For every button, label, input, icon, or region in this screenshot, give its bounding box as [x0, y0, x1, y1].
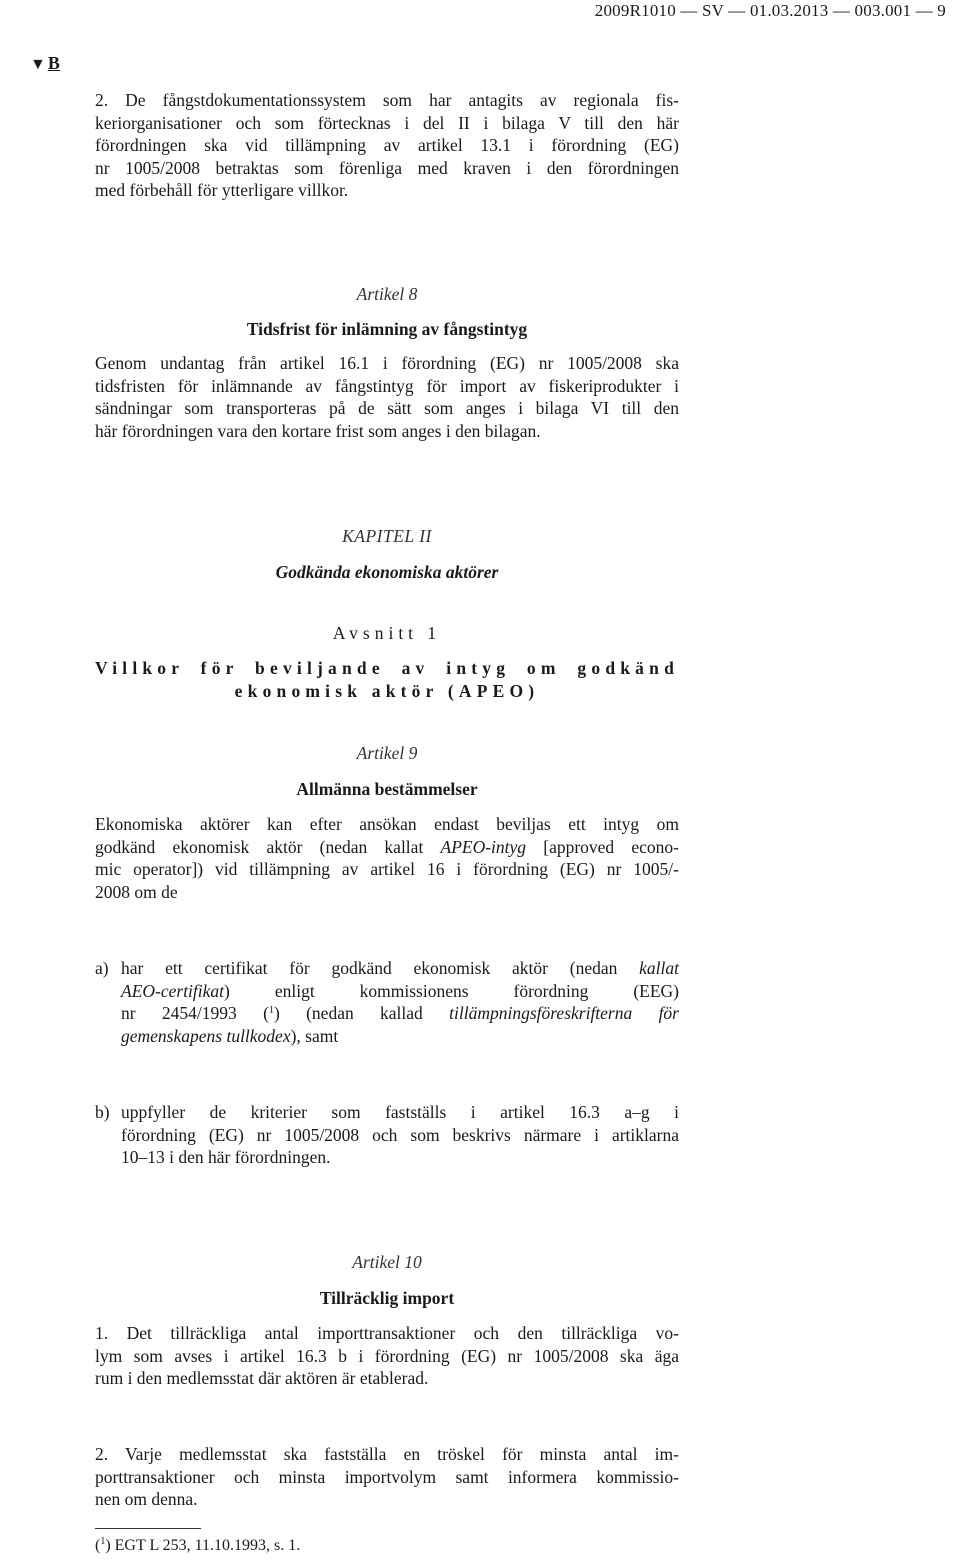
article-10-paragraph-2	[95, 1443, 679, 1511]
article-9-title: Allmänna bestämmelser	[296, 779, 478, 799]
text-line: förordning (EG) nr 1005/2008 och som beskrivs närmare i artiklarna	[121, 1124, 679, 1145]
footnote-mark: 1	[100, 1536, 106, 1547]
text-line: porttransaktioner och minsta importvolym samt informera kommissio-	[95, 1466, 679, 1487]
article-8-body	[95, 352, 679, 442]
text-line: 10–13 i den här förordningen.	[121, 1147, 331, 1167]
text-line: Ekonomiska aktörer kan efter ansökan endast beviljas ett intyg om	[95, 814, 679, 834]
marker-label: B	[47, 53, 60, 73]
chapter-label: KAPITEL II	[342, 526, 432, 546]
text-line: tidsfristen för inlämnande av fångstintyg för import av fiskeriprodukter i	[95, 375, 679, 396]
text-segment: ) (nedan kallad	[273, 1003, 450, 1023]
footnote-divider	[95, 1528, 201, 1529]
text-line: förordningen ska vid tillämpning av artikel 13.1 i förordning (EG)	[95, 135, 679, 155]
list-item-label: a)	[95, 958, 109, 978]
text-line: nr 1005/2008 betraktas som förenliga med kraven i den förordningen	[95, 157, 679, 178]
text-line: 2008 om de	[95, 881, 178, 902]
article-10-paragraph-1	[95, 1322, 679, 1390]
text-line: här förordningen vara den kortare frist som anges i den bilagan.	[95, 420, 541, 441]
chapter-title: Godkända ekonomiska aktörer	[275, 562, 499, 582]
article-9-body	[95, 813, 679, 903]
text-line: uppfyller de kriterier som fastställs i artikel 16.3 a–g i	[121, 1102, 679, 1122]
list-item-b	[95, 1101, 679, 1169]
text-segment: ) enligt kommissionens förordning (EEG)	[224, 980, 679, 1001]
document-header: 2009R1010 — SV — 01.03.2013 — 003.001 — 9	[594, 1, 946, 20]
triangle-down-icon: ▼	[30, 56, 46, 73]
term-apeo-intyg: APEO-intyg	[440, 836, 527, 857]
text-line: sändningar som transporteras på de sätt som anges i bilaga VI till den	[95, 398, 679, 418]
text-line: 1. Det tillräckliga antal importtransaktioner och den tillräckliga vo-	[95, 1323, 679, 1343]
text-line: Genom undantag från artikel 16.1 i förordning (EG) nr 1005/2008 ska	[95, 353, 679, 373]
text-line: rum i den medlemsstat där aktören är etablerad.	[95, 1368, 429, 1388]
section-title-line: Villkor för beviljande av intyg om godkänd	[95, 658, 679, 678]
footnote-text: EGT L 253, 11.10.1993, s. 1.	[114, 1537, 301, 1554]
text-line: med förbehåll för ytterligare villkor.	[95, 180, 349, 200]
term-aeo-certifikat: AEO-certifikat	[121, 980, 225, 1001]
text-segment: nr 2454/1993 (	[121, 1003, 269, 1023]
article-8-title: Tidsfrist för inlämning av fångstintyg	[246, 319, 528, 339]
article-10-title: Tillräcklig import	[319, 1288, 455, 1308]
text-line: mic operator]) vid tillämpning av artikel 16 i förordning (EG) nr 1005/-	[95, 859, 679, 879]
section-label: Avsnitt 1	[332, 623, 442, 643]
text-line: lym som avses i artikel 16.3 b i förordning (EG) nr 1005/2008 ska äga	[95, 1345, 679, 1366]
list-item-a	[95, 957, 679, 1047]
footnote-ref[interactable]: 1	[268, 1005, 274, 1016]
article-8-label: Artikel 8	[356, 284, 418, 304]
text-line	[121, 1002, 679, 1025]
paragraph-2	[95, 89, 679, 202]
text-line	[121, 957, 679, 980]
list-item-label: b)	[95, 1102, 110, 1122]
text-line: keriorganisationer och som förtecknas i del II i bilaga V till den här	[95, 112, 679, 133]
text-line	[121, 980, 679, 1003]
text-segment: gemenskapens tullkodex	[121, 1025, 291, 1046]
text-segment: tillämpningsföreskrifterna för	[449, 1003, 679, 1023]
section-title-line: ekonomisk aktör (APEO)	[234, 681, 540, 701]
footnote: ($^1$) EGT L 253, 11.10.1993, s. 1.	[95, 1536, 301, 1554]
text-line: 2. De fångstdokumentationssystem som har antagits av regionala fis-	[95, 90, 679, 110]
section-title	[95, 657, 679, 680]
text-line	[121, 1025, 679, 1048]
text-line	[95, 836, 679, 859]
article-9-label: Artikel 9	[356, 743, 418, 763]
text-line: 2. Varje medlemsstat ska fastställa en tröskel för minsta antal im-	[95, 1444, 679, 1464]
text-segment: [approved econo-	[526, 836, 679, 857]
amendment-marker	[30, 52, 60, 77]
article-10-label: Artikel 10	[352, 1252, 422, 1272]
text-line: nen om denna.	[95, 1489, 198, 1509]
text-segment: kallat	[639, 958, 679, 978]
text-segment: godkänd ekonomisk aktör (nedan kallat	[95, 836, 441, 857]
text-segment: ), samt	[290, 1025, 339, 1046]
text-segment: har ett certifikat för godkänd ekonomisk aktör (nedan	[121, 958, 640, 978]
